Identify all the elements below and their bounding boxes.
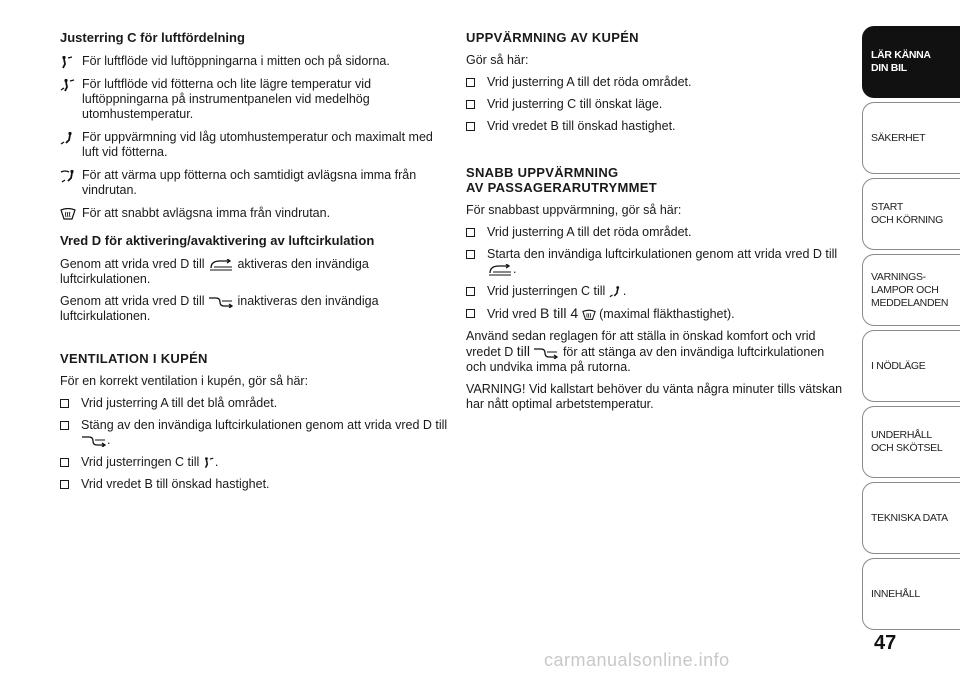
checkbox-bullet-icon [60,421,69,430]
face-feet-vent-icon [60,77,82,122]
heating-heading: UPPVÄRMNING AV KUPÉN [466,30,639,45]
tab-i-nodlage[interactable]: I NÖDLÄGE [862,330,960,402]
use-controls-paragraph: Använd sedan reglagen för att ställa in önskad komfort och vrid vredet D till för att stänga av den invändiga luftcirkulationen och undvika imma på rutorna. [466,329,825,374]
checkbox-bullet-icon [466,287,475,296]
checkbox-bullet-icon [466,122,475,131]
recirculation-off-icon [81,433,107,447]
feet-vent-icon [60,130,82,160]
checkbox-bullet-icon [466,78,475,87]
checkbox-bullet-icon [466,228,475,237]
feet-windscreen-vent-icon [60,168,82,198]
checkbox-bullet-icon [466,100,475,109]
c-item-feet: För uppvärmning vid låg utomhustemperatur och maximalt med luft vid fötterna. [60,130,450,160]
watermark: carmanualsonline.info [544,650,730,670]
right-column [466,26,846,419]
d-paragraph-1: Genom att vrida vred D till aktiveras den invändiga luftcirkulationen. [60,257,369,286]
face-vent-icon [203,455,215,469]
ventilation-heading: VENTILATION I KUPÉN [60,351,208,366]
c-title: Justerring C för luftfördelning [60,30,245,45]
quick-step-4: Vrid vred B till 4 (maximal fläkthastighet). [466,306,846,322]
tab-start-och-korning[interactable]: START OCH KÖRNING [862,178,960,250]
ventilation-intro: För en korrekt ventilation i kupén, gör så här: [60,374,309,388]
tab-varningslampor[interactable]: VARNINGS- LAMPOR OCH MEDDELANDEN [862,254,960,326]
d-title: Vred D för aktivering/avaktivering av luftcirkulation [60,233,375,248]
quick-step-1: Vrid justerring A till det röda området. [466,225,846,240]
checkbox-bullet-icon [60,480,69,489]
heating-step-1: Vrid justerring A till det röda området. [466,75,846,90]
quick-heating-heading-line2: AV PASSAGERARUTRYMMET [466,180,657,195]
quick-heating-heading-line1: SNABB UPPVÄRMNING [466,165,619,180]
ventilation-step-4: Vrid vredet B till önskad hastighet. [60,477,450,492]
tab-underhall-och-skotsel[interactable]: UNDERHÅLL OCH SKÖTSEL [862,406,960,478]
c-item-face: För luftflöde vid luftöppningarna i mitten och på sidorna. [60,54,450,69]
heating-step-3: Vrid vredet B till önskad hastighet. [466,119,846,134]
face-vent-icon [60,54,82,69]
ventilation-step-2: Stäng av den invändiga luftcirkulationen genom att vrida vred D till . [60,418,450,448]
ventilation-step-3: Vrid justerringen C till . [60,455,450,470]
heating-step-2: Vrid justerring C till önskat läge. [466,97,846,112]
page-number: 47 [874,632,897,654]
checkbox-bullet-icon [466,309,475,318]
left-column [60,26,450,499]
windscreen-demist-icon [60,206,82,221]
quick-heating-intro: För snabbast uppvärmning, gör så här: [466,203,682,217]
feet-vent-icon [609,284,623,298]
tab-sakerhet[interactable]: SÄKERHET [862,102,960,174]
ventilation-step-1: Vrid justerring A till det blå området. [60,396,450,411]
tab-tekniska-data[interactable]: TEKNISKA DATA [862,482,960,554]
checkbox-bullet-icon [466,250,475,259]
c-item-face-feet: För luftflöde vid fötterna och lite lägre temperatur vid luftöppningarna på instrumentpanelen vid medelhög utomhustemperatur. [60,77,450,122]
c-item-feet-windscreen: För att värma upp fötterna och samtidigt avlägsna imma från vindrutan. [60,168,450,198]
quick-step-3: Vrid justerringen C till . [466,284,846,299]
recirculation-on-icon [208,257,234,271]
recirculation-off-icon [533,345,559,359]
quick-step-2: Starta den invändiga luftcirkulationen genom att vrida vred D till . [466,247,846,277]
chapter-tabs [862,26,960,634]
max-fan-speed-icon [582,307,596,321]
checkbox-bullet-icon [60,399,69,408]
c-item-windscreen: För att snabbt avlägsna imma från vindrutan. [60,206,450,221]
d-paragraph-2: Genom att vrida vred D till inaktiveras den invändiga luftcirkulationen. [60,294,379,323]
recirculation-on-icon [487,262,513,276]
warning-paragraph: VARNING! Vid kallstart behöver du vänta några minuter tills vätskan har nått optimal arbetstemperatur. [466,382,843,411]
checkbox-bullet-icon [60,458,69,467]
tab-lar-kanna-din-bil[interactable]: LÄR KÄNNA DIN BIL [862,26,960,98]
tab-innehall[interactable]: INNEHÅLL [862,558,960,630]
recirculation-off-icon [208,294,234,308]
heating-intro: Gör så här: [466,53,529,67]
